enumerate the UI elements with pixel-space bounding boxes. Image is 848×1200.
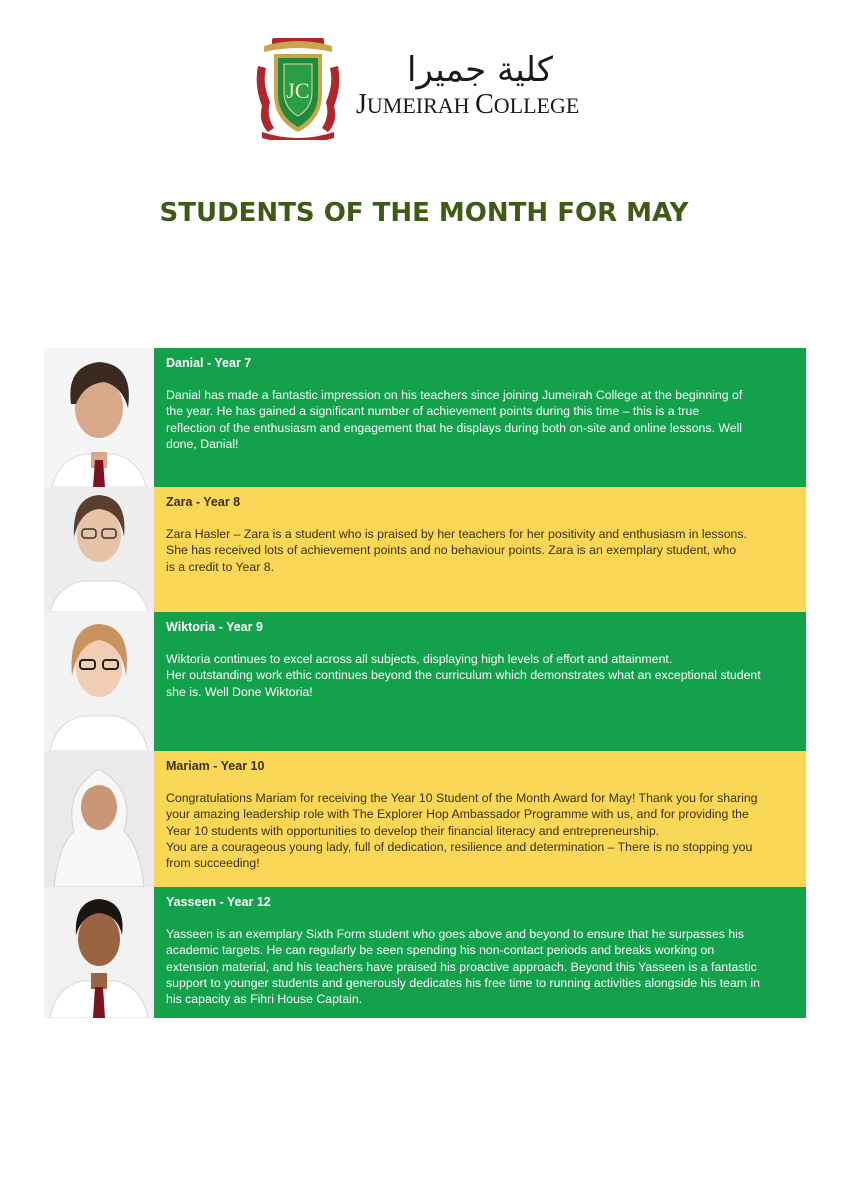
student-photo — [44, 487, 154, 612]
student-photo-image — [44, 751, 154, 887]
student-card — [44, 887, 806, 1018]
student-cards — [44, 348, 806, 1018]
crest-initials — [254, 36, 342, 140]
student-card — [44, 612, 806, 751]
college-logo — [254, 36, 604, 140]
student-name: Mariam - Year 10 — [166, 759, 265, 773]
page-title: STUDENTS OF THE MONTH FOR MAY — [159, 198, 689, 228]
student-photo-image — [44, 487, 154, 612]
student-text: Wiktoria continues to excel across all subjects, displaying high levels of effort and attainment. Her outstanding work ethic continues beyond the curriculum which demonstrates what an exceptional student she is. Well Done Wiktoria! — [166, 652, 761, 699]
student-photo-image — [44, 348, 154, 487]
student-card — [44, 487, 806, 612]
student-description — [154, 348, 806, 487]
student-card — [44, 751, 806, 887]
english-college-name: JUMEIRAH COLLEGE — [356, 89, 580, 120]
student-name: Danial - Year 7 — [166, 356, 252, 370]
student-photo — [44, 887, 154, 1018]
student-text: Zara Hasler – Zara is a student who is praised by her teachers for her positivity and enthusiasm in lessons. She has received lots of achievement points and no behaviour points. Zara is an exemplary student, who is a credit to Year 8. — [166, 527, 747, 574]
student-photo-image — [44, 612, 154, 751]
student-description — [154, 887, 806, 1018]
student-description — [154, 487, 806, 612]
student-photo — [44, 612, 154, 751]
student-photo — [44, 751, 154, 887]
student-description — [154, 612, 806, 751]
student-text: Danial has made a fantastic impression on his teachers since joining Jumeirah College at the beginning of the year. He has gained a significant number of achievement points during this time – this is a true reflection of the enthusiasm and engagement that he displays during both on-site and online lessons. Well done, Danial! — [166, 388, 743, 451]
svg-text:JC: JC — [286, 78, 310, 103]
student-text: Yasseen is an exemplary Sixth Form student who goes above and beyond to ensure that he surpasses his academic targets. He can regularly be seen spending his non-contact periods and breaks working on extension material, and his teachers have praised his proactive approach. Beyond this Yasseen is a fantastic support to younger students and generously dedicates his free time to running activities alongside his team in his capacity as Fihri House Captain. — [166, 927, 761, 1007]
student-name: Yasseen - Year 12 — [166, 895, 271, 909]
student-photo-image — [44, 887, 154, 1018]
student-card — [44, 348, 806, 487]
student-description — [154, 751, 806, 887]
student-photo — [44, 348, 154, 487]
arabic-college-name: كلية جميرا — [407, 50, 553, 90]
student-name: Zara - Year 8 — [166, 495, 241, 509]
student-text: Congratulations Mariam for receiving the Year 10 Student of the Month Award for May! Thank you for sharing your amazing leadership role with The Explorer Hop Ambassador Programme with us, and for providing the Year 10 students with opportunities to develop their financial literacy and entrepreneurship. You are a courageous young lady, full of dedication, resilience and determination – There is no stopping you from succeeding! — [166, 791, 758, 871]
student-name: Wiktoria - Year 9 — [166, 620, 263, 634]
